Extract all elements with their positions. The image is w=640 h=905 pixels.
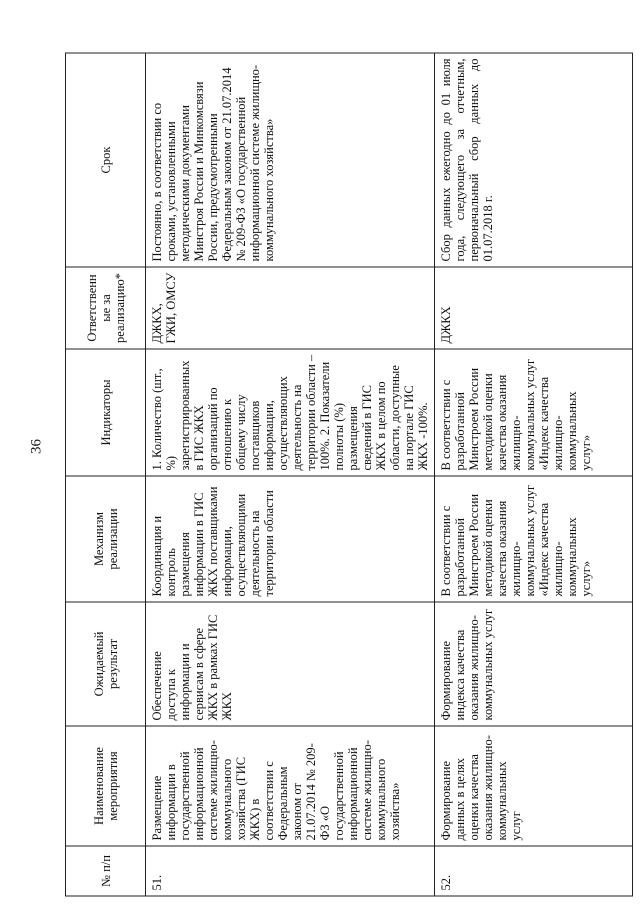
page-number: 36 bbox=[28, 439, 45, 454]
header-mechanism: Механизм реализации bbox=[66, 476, 146, 602]
table-row bbox=[146, 53, 435, 896]
cell-deadline: Сбор данных ежегодно до 01 июля года, следующего за отчетным, первоначальный сбор данных до 01.07.2018 г. bbox=[435, 53, 633, 267]
measures-table bbox=[65, 53, 633, 897]
header-responsible: Ответственные за реализацию* bbox=[66, 267, 146, 349]
cell-deadline: Постоянно, в соответствии со сроками, установленными методическими документами Минстроя России и Минкомсвязи России, предусмотренными Федеральным законом от 21.07.2014 № 209-ФЗ «О государственной информационной системе жилищно-коммунального хозяйства» bbox=[146, 53, 435, 267]
cell-responsible: ДЖКХ bbox=[435, 267, 633, 349]
cell-name: Формирование данных в целях оценки качества оказания жилищно-коммунальных услуг bbox=[435, 726, 633, 846]
header-result: Ожидаемый результат bbox=[66, 602, 146, 726]
cell-num: 52. bbox=[435, 846, 633, 896]
cell-indicators: 1. Количество (шт., %) зарегистрированных в ГИС ЖКХ организаций по отношению к общему числу поставщиков информации, осуществляющих деятельность на территории области – 100%. 2. Показатели полноты (%) размещения сведений в ГИС ЖКХ в целом по области, доступные на портале ГИС ЖКХ -100%. bbox=[146, 349, 435, 476]
cell-mechanism: Координация и контроль размещения информации в ГИС ЖКХ поставщиками информации, осуществляющими деятельность на территории области bbox=[146, 476, 435, 602]
header-deadline: Срок bbox=[66, 53, 146, 267]
cell-responsible: ДЖКХ, ГЖИ, ОМСУ bbox=[146, 267, 435, 349]
header-indicators: Индикаторы bbox=[66, 349, 146, 476]
table-header-row bbox=[66, 53, 146, 896]
cell-result: Обеспечение доступа к информации и сервисам в сфере ЖКХ в рамках ГИС ЖКХ bbox=[146, 602, 435, 726]
table-row bbox=[435, 53, 633, 896]
cell-name: Размещение информации в государственной информационной системе жилищно-коммунального хозяйства (ГИС ЖКХ) в соответствии с Федеральным законом от 21.07.2014 № 209-ФЗ «О государственной информационной системе жилищно-коммунального хозяйства» bbox=[146, 726, 435, 846]
cell-result: Формирование индекса качества оказания жилищно-коммунальных услуг bbox=[435, 602, 633, 726]
cell-mechanism: В соответствии с разработанной Минстроем России методикой оценки качества оказания жилищно-коммунальных услуг «Индекс качества жилищно-коммунальных услуг» bbox=[435, 476, 633, 602]
header-num: № п/п bbox=[66, 846, 146, 896]
cell-indicators: В соответствии с разработанной Минстроем России методикой оценки качества оказания жилищно-коммунальных услуг «Индекс качества жилищно-коммунальных услуг» bbox=[435, 349, 633, 476]
rotated-page bbox=[65, 54, 613, 897]
header-name: Наименование мероприятия bbox=[66, 726, 146, 846]
cell-num: 51. bbox=[146, 846, 435, 896]
